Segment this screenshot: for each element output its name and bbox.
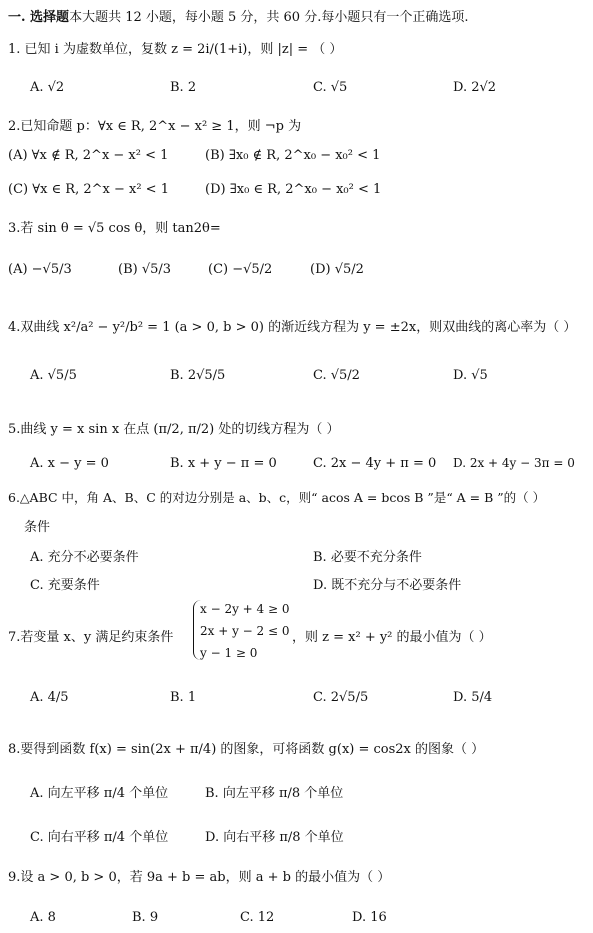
question-5-option-d: D. 2x + 4y − 3π = 0 <box>453 456 575 470</box>
question-2-stem: 2.已知命题 p：∀x ∈ R, 2^x − x² ≥ 1，则 ¬p 为 <box>8 119 302 134</box>
question-8-option-d: D. 向右平移 π/8 个单位 <box>205 830 344 845</box>
question-9-option-a: A. 8 <box>30 910 56 925</box>
question-1-option-b: B. 2 <box>170 80 197 95</box>
question-3-stem: 3.若 sin θ = √5 cos θ，则 tan2θ= <box>8 221 221 236</box>
question-4-option-a: A. √5/5 <box>30 368 77 383</box>
question-4-stem: 4.双曲线 x²/a² − y²/b² = 1 (a > 0, b > 0) 的渐近线方程为 y = ±2x，则双曲线的离心率为（ ） <box>8 320 577 335</box>
question-6-option-b: B. 必要不充分条件 <box>313 550 422 565</box>
section-title: 一. 选择题 <box>8 10 70 25</box>
question-3-option-a: (A) −√5/3 <box>8 262 72 277</box>
question-1-option-c: C. √5 <box>313 80 348 95</box>
question-6-option-a: A. 充分不必要条件 <box>30 550 139 565</box>
question-3-option-b: (B) √5/3 <box>118 262 172 277</box>
question-6-stem-cont: 条件 <box>24 520 51 535</box>
question-7-stem-prefix: 7.若变量 x、y 满足约束条件 <box>8 630 174 645</box>
question-5-option-c: C. 2x − 4y + π = 0 <box>313 456 437 471</box>
question-8-option-a: A. 向左平移 π/4 个单位 <box>30 786 169 801</box>
question-9-option-d: D. 16 <box>352 910 387 925</box>
question-4-option-c: C. √5/2 <box>313 368 360 383</box>
constraint-1: x − 2y + 4 ≥ 0 <box>200 602 290 616</box>
question-2-option-a: (A) ∀x ∉ R, 2^x − x² < 1 <box>8 148 169 163</box>
question-8-stem: 8.要得到函数 f(x) = sin(2x + π/4) 的图象，可将函数 g(x) = cos2x 的图象（ ） <box>8 742 485 757</box>
question-9-stem: 9.设 a > 0, b > 0，若 9a + b = ab，则 a + b 的最小值为（ ） <box>8 870 391 885</box>
question-6-option-d: D. 既不充分与不必要条件 <box>313 578 462 593</box>
question-7-option-a: A. 4/5 <box>30 690 69 705</box>
question-2-option-d: (D) ∃x₀ ∈ R, 2^x₀ − x₀² < 1 <box>205 182 382 197</box>
question-7-option-c: C. 2√5/5 <box>313 690 369 705</box>
question-1-option-d: D. 2√2 <box>453 80 497 95</box>
question-3-option-d: (D) √5/2 <box>310 262 364 277</box>
question-9-option-c: C. 12 <box>240 910 275 925</box>
question-8-option-c: C. 向右平移 π/4 个单位 <box>30 830 169 845</box>
question-7-stem-suffix: ，则 z = x² + y² 的最小值为（ ） <box>292 630 492 645</box>
section-instructions: 本大题共 12 小题，每小题 5 分，共 60 分.每小题只有一个正确选项. <box>69 10 469 25</box>
question-2-option-b: (B) ∃x₀ ∉ R, 2^x₀ − x₀² < 1 <box>205 148 381 163</box>
question-7-option-b: B. 1 <box>170 690 197 705</box>
question-3-option-c: (C) −√5/2 <box>208 262 273 277</box>
question-7-option-d: D. 5/4 <box>453 690 493 705</box>
question-1-stem: 1. 已知 i 为虚数单位，复数 z = 2i/(1+i)，则 |z| = （ ） <box>8 42 343 57</box>
question-9-option-b: B. 9 <box>132 910 159 925</box>
constraint-2: 2x + y − 2 ≤ 0 <box>200 624 290 638</box>
question-5-option-a: A. x − y = 0 <box>30 456 109 471</box>
question-6-stem: 6.△ABC 中，角 A、B、C 的对边分别是 a、b、c，则“ acos A = bcos B ”是“ A = B ”的（ ） <box>8 490 546 505</box>
question-5-option-b: B. x + y − π = 0 <box>170 456 277 471</box>
section-header <box>8 6 468 25</box>
question-4-option-b: B. 2√5/5 <box>170 368 226 383</box>
question-8-option-b: B. 向左平移 π/8 个单位 <box>205 786 344 801</box>
constraint-3: y − 1 ≥ 0 <box>200 646 258 660</box>
question-2-option-c: (C) ∀x ∈ R, 2^x − x² < 1 <box>8 182 169 197</box>
question-5-stem: 5.曲线 y = x sin x 在点 (π/2, π/2) 处的切线方程为（ ） <box>8 422 340 437</box>
question-6-option-c: C. 充要条件 <box>30 578 100 593</box>
question-1-option-a: A. √2 <box>30 80 65 95</box>
question-4-option-d: D. √5 <box>453 368 488 383</box>
